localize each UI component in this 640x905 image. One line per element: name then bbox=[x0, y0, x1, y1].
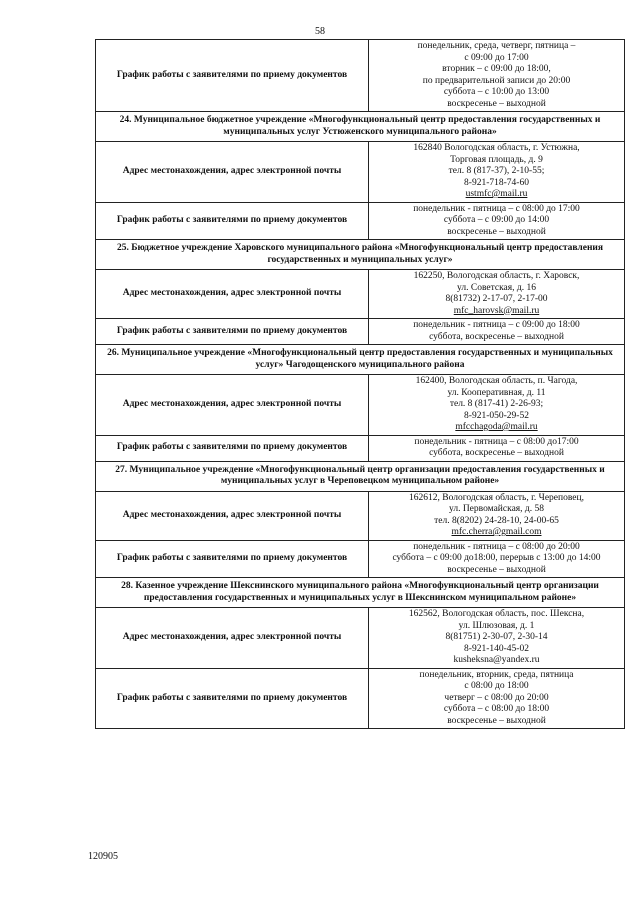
field-value bbox=[369, 608, 625, 669]
section-title: 26. Муниципальное учреждение «Многофункциональный центр предоставления государственных и муниципальных услуг» Чагодощенского муниципального района bbox=[96, 345, 625, 375]
value-line: воскресенье – выходной bbox=[447, 98, 546, 109]
value-line: суббота, воскресенье – выходной bbox=[429, 448, 564, 458]
section-title: 28. Казенное учреждение Шекснинского муниципального района «Многофункциональный центр организации предоставления государственных и муниципальных услуг в Шекснинском муниципальном районе» bbox=[96, 578, 625, 608]
value-line: воскресенье – выходной bbox=[447, 564, 546, 575]
table-row bbox=[96, 142, 625, 203]
field-value bbox=[369, 435, 625, 461]
value-line: тел. 8 (817-41) 2-26-93; bbox=[449, 399, 544, 409]
value-line: ул. Шлюзовая, д. 1 bbox=[458, 620, 535, 631]
value-line: суббота, воскресенье – выходной bbox=[429, 331, 564, 342]
field-value bbox=[369, 668, 625, 729]
section-title: 27. Муниципальное учреждение «Многофункциональный центр организации предоставления государственных и муниципальных услуг в Череповецком муниципальном районе» bbox=[96, 461, 625, 491]
table-row bbox=[96, 319, 625, 345]
value-line: mfc.cherra@gmail.com bbox=[451, 527, 542, 537]
value-line: четверг – с 08:00 до 20:00 bbox=[444, 692, 549, 703]
page-number: 58 bbox=[315, 26, 325, 37]
value-line: 8(81751) 2-30-07, 2-30-14 bbox=[445, 632, 548, 642]
section-header-row bbox=[96, 578, 625, 608]
value-line: 162840 Вологодская область, г. Устюжна, bbox=[413, 143, 580, 153]
field-label: График работы с заявителями по приему документов bbox=[96, 202, 369, 240]
value-line: 8-921-140-45-02 bbox=[464, 643, 529, 654]
field-label: Адрес местонахождения, адрес электронной почты bbox=[96, 375, 369, 436]
section-title: 25. Бюджетное учреждение Харовского муниципального района «Многофункциональный центр предоставления государственных и муниципальных услуг» bbox=[96, 240, 625, 270]
footer-code: 120905 bbox=[88, 851, 118, 862]
table-row bbox=[96, 435, 625, 461]
value-line: суббота – с 10:00 до 13:00 bbox=[443, 87, 550, 97]
value-line: 8-921-050-29-52 bbox=[464, 410, 529, 421]
value-line: суббота – с 09:00 до18:00, перерыв с 13:00 до 14:00 bbox=[392, 553, 601, 563]
value-line: с 08:00 до 18:00 bbox=[464, 681, 529, 691]
value-line: понедельник - пятница – с 09:00 до 18:00 bbox=[413, 320, 580, 330]
value-line: воскресенье – выходной bbox=[447, 226, 546, 237]
value-line: mfc_harovsk@mail.ru bbox=[453, 305, 540, 316]
field-value bbox=[369, 540, 625, 578]
field-label: График работы с заявителями по приему документов bbox=[96, 435, 369, 461]
value-line: 162250, Вологодская область, г. Харовск, bbox=[413, 271, 580, 281]
value-line: суббота – с 09:00 до 14:00 bbox=[443, 215, 550, 225]
field-value bbox=[369, 319, 625, 345]
field-label: Адрес местонахождения, адрес электронной почты bbox=[96, 491, 369, 540]
value-line: понедельник - пятница – с 08:00 до17:00 bbox=[414, 436, 579, 447]
field-value bbox=[369, 40, 625, 112]
value-line: kusheksna@yandex.ru bbox=[453, 655, 540, 665]
field-value bbox=[369, 491, 625, 540]
section-header-row bbox=[96, 240, 625, 270]
section-title: 24. Муниципальное бюджетное учреждение «Многофункциональный центр предоставления государственных и муниципальных услуг Устюженского муниципального района» bbox=[96, 112, 625, 142]
value-line: понедельник, среда, четверг, пятница – bbox=[417, 41, 576, 51]
section-header-row bbox=[96, 112, 625, 142]
value-line: ул. Советская, д. 16 bbox=[457, 282, 536, 293]
field-value bbox=[369, 202, 625, 240]
value-line: ул. Кооперативная, д. 11 bbox=[447, 387, 546, 398]
value-line: 162612, Вологодская область, г. Череповец, bbox=[409, 492, 584, 503]
value-line: ул. Первомайская, д. 58 bbox=[449, 504, 544, 514]
table-row bbox=[96, 202, 625, 240]
value-line: 162562, Вологодская область, пос. Шексна, bbox=[408, 609, 585, 619]
table-row bbox=[96, 540, 625, 578]
table-row bbox=[96, 608, 625, 669]
value-line: тел. 8 (817-37), 2-10-55; bbox=[448, 166, 545, 176]
value-line: 8-921-718-74-60 bbox=[464, 177, 529, 188]
table-row bbox=[96, 375, 625, 436]
table-row bbox=[96, 668, 625, 729]
value-line: Торговая площадь, д. 9 bbox=[450, 154, 543, 165]
value-line: суббота – с 08:00 до 18:00 bbox=[443, 704, 550, 714]
value-line: ustmfc@mail.ru bbox=[465, 189, 528, 199]
value-line: понедельник, вторник, среда, пятница bbox=[419, 669, 574, 680]
field-label: Адрес местонахождения, адрес электронной почты bbox=[96, 270, 369, 319]
value-line: тел. 8(8202) 24-28-10, 24-00-65 bbox=[434, 515, 559, 526]
value-line: mfcchagoda@mail.ru bbox=[455, 422, 538, 432]
mfc-table-body bbox=[96, 40, 625, 729]
table-row bbox=[96, 270, 625, 319]
field-label: График работы с заявителями по приему документов bbox=[96, 540, 369, 578]
table-row bbox=[96, 40, 625, 112]
value-line: 162400, Вологодская область, п. Чагода, bbox=[415, 376, 578, 386]
value-line: 8(81732) 2-17-07, 2-17-00 bbox=[445, 294, 548, 304]
field-value bbox=[369, 270, 625, 319]
field-value bbox=[369, 375, 625, 436]
value-line: по предварительной записи до 20:00 bbox=[422, 75, 571, 86]
value-line: с 09:00 до 17:00 bbox=[464, 52, 529, 63]
section-header-row bbox=[96, 461, 625, 491]
field-label: График работы с заявителями по приему документов bbox=[96, 668, 369, 729]
value-line: понедельник - пятница – с 08:00 до 17:00 bbox=[413, 203, 580, 214]
value-line: вторник – с 09:00 до 18:00, bbox=[442, 64, 551, 74]
field-label: График работы с заявителями по приему документов bbox=[96, 40, 369, 112]
table-row bbox=[96, 491, 625, 540]
value-line: понедельник - пятница – с 08:00 до 20:00 bbox=[413, 541, 580, 552]
field-label: График работы с заявителями по приему документов bbox=[96, 319, 369, 345]
field-value bbox=[369, 142, 625, 203]
value-line: воскресенье – выходной bbox=[447, 715, 546, 726]
field-label: Адрес местонахождения, адрес электронной почты bbox=[96, 142, 369, 203]
section-header-row bbox=[96, 345, 625, 375]
field-label: Адрес местонахождения, адрес электронной почты bbox=[96, 608, 369, 669]
mfc-table bbox=[95, 39, 625, 729]
